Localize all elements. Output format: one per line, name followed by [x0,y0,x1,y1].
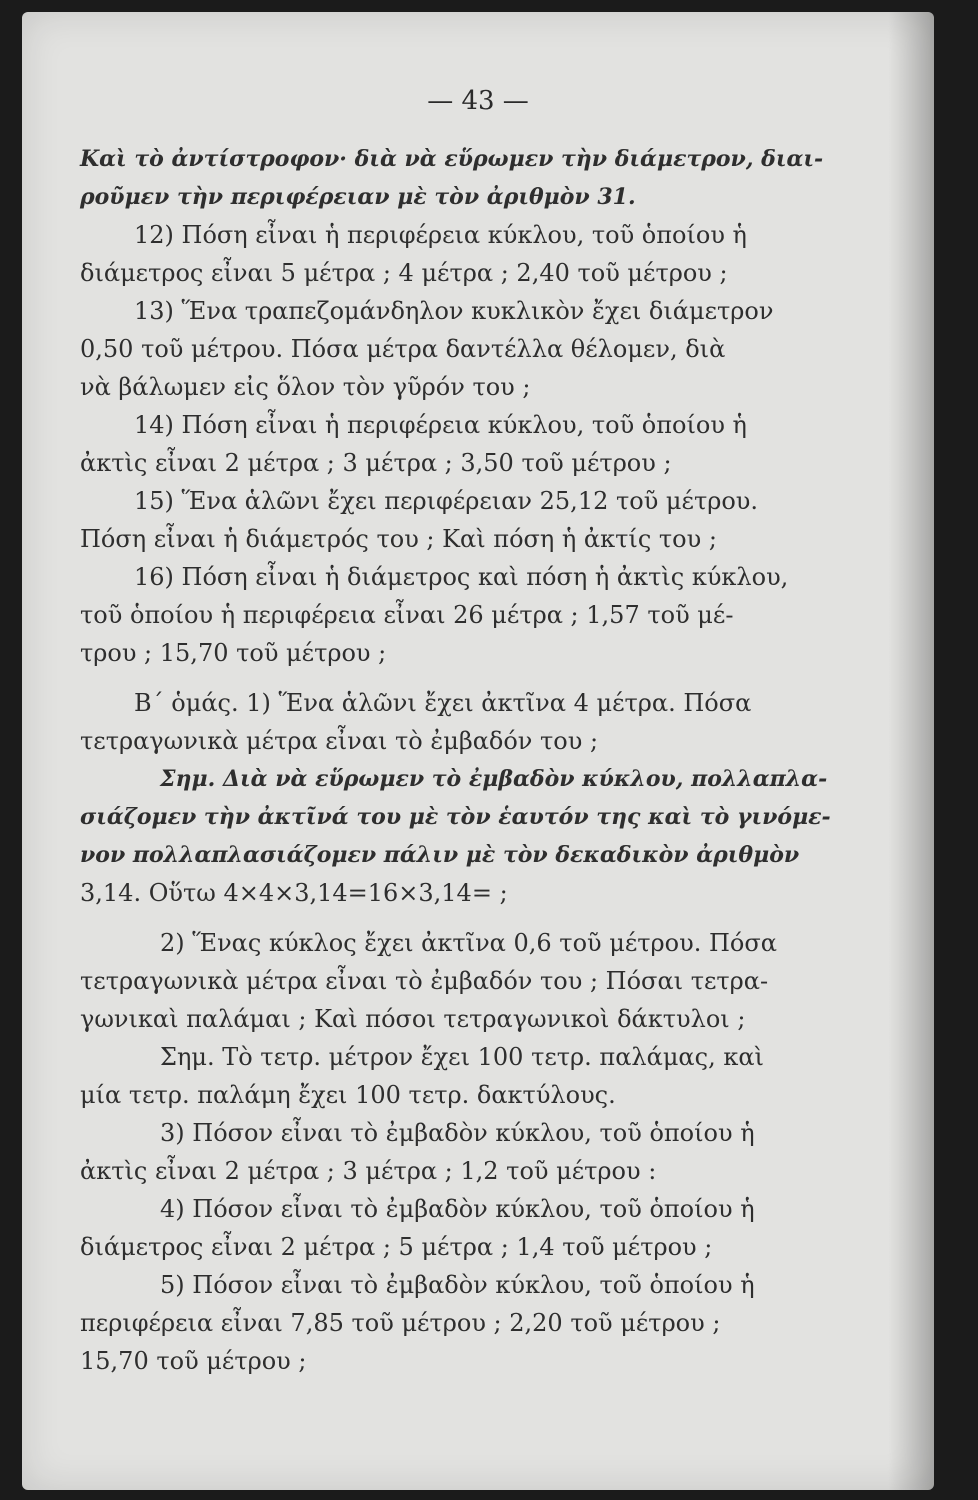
text-line: μία τετρ. παλάμη ἔχει 100 τετρ. δακτύλους. [80,1081,616,1109]
text-line: ἀκτὶς εἶναι 2 μέτρα ; 3 μέτρα ; 1,2 τοῦ μέτρου : [80,1157,657,1185]
text-line: νὰ βάλωμεν εἰς ὅλον τὸν γῦρόν του ; [80,373,531,401]
page-edge-shadow [888,12,934,1490]
page-text [80,140,850,1380]
text-line: 2) Ἕνας κύκλος ἔχει ἀκτῖνα 0,6 τοῦ μέτρου. Πόσα [160,929,777,957]
spacer [80,912,850,924]
text-line: 15) Ἕνα ἁλῶνι ἔχει περιφέρειαν 25,12 τοῦ μέτρου. [134,487,759,515]
text-line: 14) Πόση εἶναι ἡ περιφέρεια κύκλου, τοῦ ὁποίου ἡ [134,411,747,439]
text-line: ροῦμεν τὴν περιφέρειαν μὲ τὸν ἀριθμὸν 31. [80,184,636,210]
note-line: Σημ. Διὰ νὰ εὕρωμεν τὸ ἐμβαδὸν κύκλου, πολλαπλα- [160,766,828,792]
text-line: 3) Πόσον εἶναι τὸ ἐμβαδὸν κύκλου, τοῦ ὁποίου ἡ [160,1119,755,1147]
text-line: 12) Πόση εἶναι ἡ περιφέρεια κύκλου, τοῦ ὁποίου ἡ [134,221,747,249]
text-line: περιφέρεια εἶναι 7,85 τοῦ μέτρου ; 2,20 τοῦ μέτρου ; [80,1309,721,1337]
text-line: 3,14. Οὕτω 4×4×3,14=16×3,14= ; [80,879,508,907]
text-line: 15,70 τοῦ μέτρου ; [80,1347,307,1375]
text-line: Σημ. Τὸ τετρ. μέτρον ἔχει 100 τετρ. παλάμας, καὶ [160,1043,764,1071]
book-page [22,12,934,1490]
text-line: 5) Πόσον εἶναι τὸ ἐμβαδὸν κύκλου, τοῦ ὁποίου ἡ [160,1271,755,1299]
text-line: τετραγωνικὰ μέτρα εἶναι τὸ ἐμβαδόν του ; [80,727,599,755]
text-line: διάμετρος εἶναι 5 μέτρα ; 4 μέτρα ; 2,40 τοῦ μέτρου ; [80,259,728,287]
page-number: — 43 — [427,86,529,116]
text-line: ἀκτὶς εἶναι 2 μέτρα ; 3 μέτρα ; 3,50 τοῦ μέτρου ; [80,449,672,477]
spacer [80,672,850,684]
text-line: διάμετρος εἶναι 2 μέτρα ; 5 μέτρα ; 1,4 τοῦ μέτρου ; [80,1233,713,1261]
text-line: τοῦ ὁποίου ἡ περιφέρεια εἶναι 26 μέτρα ; 1,57 τοῦ μέ- [80,601,734,629]
text-line: 13) Ἕνα τραπεζομάνδηλον κυκλικὸν ἔχει διάμετρον [134,297,774,325]
text-line: 0,50 τοῦ μέτρου. Πόσα μέτρα δαντέλλα θέλομεν, διὰ [80,335,726,363]
note-line: σιάζομεν τὴν ἀκτῖνά του μὲ τὸν ἑαυτόν της καὶ τὸ γινόμε- [80,804,831,830]
text-line: γωνικαὶ παλάμαι ; Καὶ πόσοι τετραγωνικοὶ δάκτυλοι ; [80,1005,746,1033]
text-line: τρου ; 15,70 τοῦ μέτρου ; [80,639,387,667]
text-line: τετραγωνικὰ μέτρα εἶναι τὸ ἐμβαδόν του ; Πόσαι τετρα- [80,967,769,995]
text-line: Πόση εἶναι ἡ διάμετρός του ; Καὶ πόση ἡ ἀκτίς του ; [80,525,717,553]
text-line: Β΄ ὁμάς. 1) Ἕνα ἁλῶνι ἔχει ἀκτῖνα 4 μέτρα. Πόσα [134,689,752,717]
text-line: Καὶ τὸ ἀντίστροφον· διὰ νὰ εὕρωμεν τὴν διάμετρον, διαι- [80,146,824,172]
text-line: 4) Πόσον εἶναι τὸ ἐμβαδὸν κύκλου, τοῦ ὁποίου ἡ [160,1195,755,1223]
text-line: 16) Πόση εἶναι ἡ διάμετρος καὶ πόση ἡ ἀκτὶς κύκλου, [134,563,789,591]
note-line: νον πολλαπλασιάζομεν πάλιν μὲ τὸν δεκαδικὸν ἀριθμὸν [80,842,800,868]
